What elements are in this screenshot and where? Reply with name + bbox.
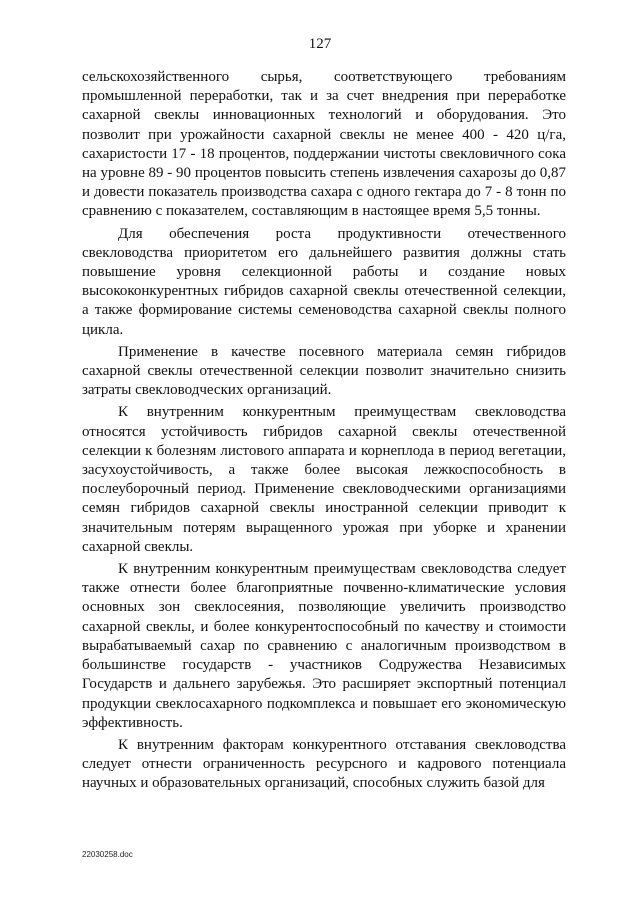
- document-body: [82, 68, 566, 794]
- paragraph-internal-advantages: К внутренним конкурентным преимуществам свекловодства относятся устойчивость гибридов сахарной свеклы отечественной селекции к болезням листового аппарата и корнеплода в период вегетации, засухоустойчивость, а также более высокая лежкоспособность в послеуборочный период. Применение свекловодческими организациями семян гибридов сахарной свеклы иностранной селекции приводит к значительным потерям выращенного урожая при уборке и хранении сахарной свеклы.: [82, 404, 566, 555]
- paragraph-climate-advantages: К внутренним конкурентным преимуществам свекловодства следует также отнести более благоприятные почвенно-климатические условия основных зон свеклосеяния, позволяющие увеличить производство сахарной свеклы, и более конкурентоспособный по качеству и стоимости вырабатываемый сахар по сравнению с аналогичным производством в большинстве государств - участников Содружества Независимых Государств и дальнего зарубежья. Это расширяет экспортный потенциал продукции свеклосахарного подкомплекса и повышает его экономическую эффективность.: [82, 561, 566, 731]
- footer-doc-code: 22030258.doc: [82, 850, 133, 859]
- paragraph-lagging-factors: К внутренним факторам конкурентного отставания свекловодства следует отнести ограниченность ресурсного и кадрового потенциала научных и образовательных организаций, способных служить базой для: [82, 736, 566, 792]
- paragraph-seed-breeding-priority: Для обеспечения роста продуктивности отечественного свекловодства приоритетом его дальнейшего развития должны стать повышение уровня селекционной работы и создание новых высококонкурентных гибридов сахарной свеклы отечественной селекции, а также формирование системы семеноводства сахарной свеклы полного цикла.: [82, 225, 566, 338]
- paragraph-domestic-seeds-costs: Применение в качестве посевного материала семян гибридов сахарной свеклы отечественной селекции позволит значительно снизить затраты свекловодческих организаций.: [82, 343, 566, 399]
- paragraph-continuation: сельскохозяйственного сырья, соответствующего требованиям промышленной переработки, так и за счет внедрения при переработке сахарной свеклы инновационных технологий и оборудования. Это позволит при урожайности сахарной свеклы не менее 400 - 420 ц/га, сахаристости 17 - 18 процентов, поддержании чистоты свекловичного сока на уровне 89 - 90 процентов повысить степень извлечения сахарозы до 0,87 и довести показатель производства сахара с одного гектара до 7 - 8 тонн по сравнению с показателем, составляющим в настоящее время 5,5 тонны.: [82, 69, 566, 220]
- page-number: 127: [308, 36, 332, 52]
